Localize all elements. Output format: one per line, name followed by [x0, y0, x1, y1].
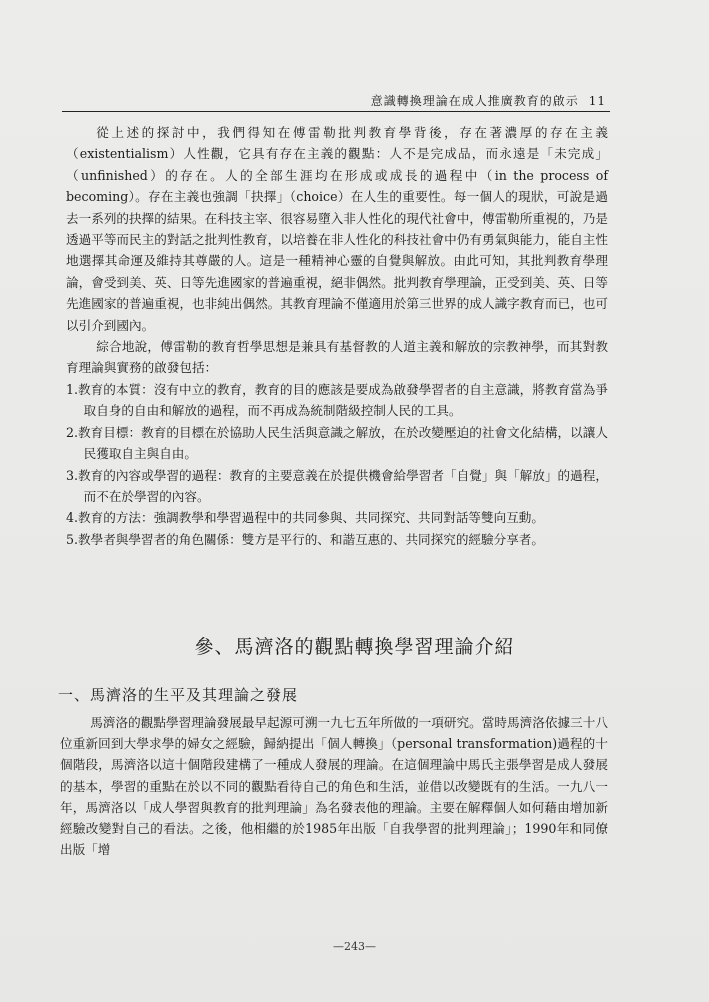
page-number: 11 — [588, 94, 606, 108]
paragraph: 馬濟洛的觀點學習理論發展最早起源可溯一九七五年所做的一項研究。當時馬濟洛依據三十八位重新回到大學求學的婦女之經驗，歸納提出「個人轉換」（personal transformation)過程的十個階段，馬濟洛以這十個階段建構了一種成人發展的理論。在這個理論中馬氏主張學習是成人發展的基本，學習的重點在於以不同的觀點看待自己的角色和生活，並借以改變既有的生活。一九八一年，馬濟洛以「成人學習與教育的批判理論」為名發表他的理論。主要在解釋個人如何藉由增加新經驗改變對自己的看法。之後，他相繼的於1985年出版「自我學習的批判理論」；1990年和同僚出版「增 — [60, 715, 608, 858]
body-section-1 — [66, 122, 608, 550]
list-item: 4.教育的方法：強調教學和學習過程中的共同參與、共同探究、共同對話等雙向互動。 — [66, 510, 544, 526]
section-title: 參、馬濟洛的觀點轉換學習理論介紹 — [194, 636, 515, 658]
paragraph: 從上述的探討中，我們得知在傅雷勒批判教育學背後，存在著濃厚的存在主義（existentialism）人性觀，它具有存在主義的觀點：人不是完成品，而永遠是「未完成」（unfinished）的存在。人的全部生涯均在形成或成長的過程中（in the process of becoming）。存在主義也強調「抉擇」（choice）在人生的重要性。每一個人的現狀，可說是過去一系列的抉擇的結果。在科技主宰、很容易墮入非人性化的現代社會中，傅雷勒所重視的，乃是透過平等而民主的對話之批判性教育，以培養在非人性化的科技社會中仍有勇氣與能力，能自主性地選擇其命運及維持其尊嚴的人。這是一種精神心靈的自覺與解放。由此可知，其批判教育學理論，會受到美、英、日等先進國家的普遍重視，絕非偶然。批判教育學理論，正受到美、英、日等先進國家的普遍重視，也非純出偶然。其教育理論不僅適用於第三世界的成人識字教育而已，也可以引介到國內。 — [66, 125, 608, 333]
list-item: 3.教育的內容或學習的過程：教育的主要意義在於提供機會給學習者「自覺」與「解放」的過程，而不在於學習的內容。 — [66, 467, 608, 504]
subheading: 一、馬濟洛的生平及其理論之發展 — [58, 686, 299, 704]
running-header — [60, 92, 606, 109]
body-section-2 — [60, 712, 608, 860]
header-rule — [62, 111, 610, 112]
list-item: 1.教育的本質：沒有中立的教育，教育的目的應該是要成為啟發學習者的自主意識，將教育當為爭取自身的自由和解放的過程，而不再成為統制階級控制人民的工具。 — [66, 381, 608, 419]
list-item: 5.教學者與學習者的角色關係：雙方是平行的、和諧互惠的、共同探究的經驗分享者。 — [66, 531, 544, 547]
list-item: 2.教育目標：教育的目標在於協助人民生活與意識之解放，在於改變壓迫的社會文化結構，以讓人民獲取自主與自由。 — [66, 424, 608, 462]
header-title: 意識轉換理論在成人推廣教育的啟示 — [370, 94, 579, 108]
page-footer: —243— — [333, 940, 376, 953]
paragraph: 綜合地說，傅雷勒的教育哲學思想是兼具有基督教的人道主義和解放的宗教神學，而其對教育理論與實務的啟發包括： — [66, 339, 608, 376]
